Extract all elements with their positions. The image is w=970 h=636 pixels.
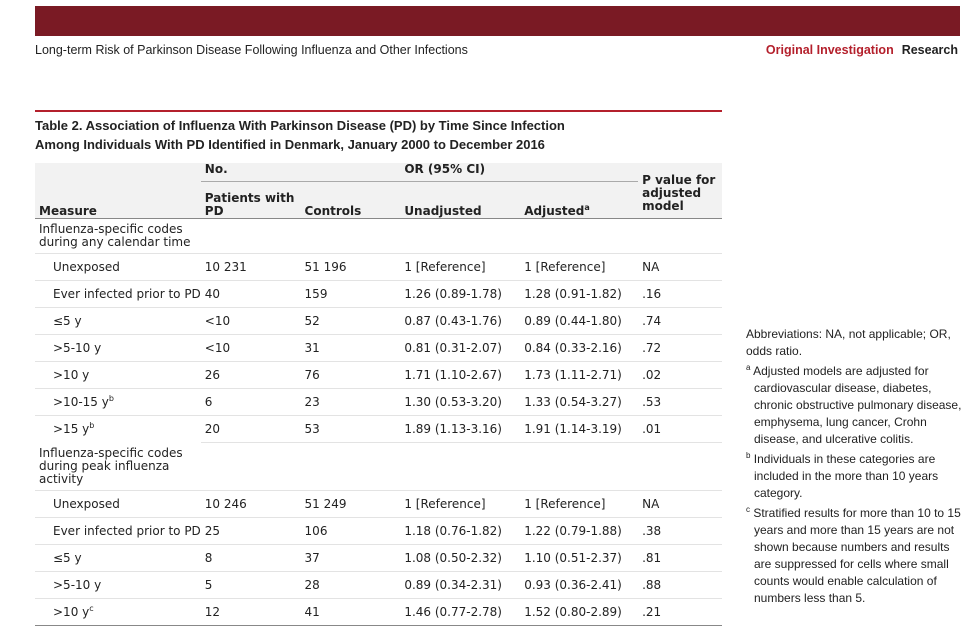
cell-unadjusted: 0.87 (0.43-1.76) (400, 308, 520, 335)
group-empty-cell (400, 443, 520, 491)
measure-label: ≤5 y (53, 314, 82, 328)
table-row (35, 544, 722, 571)
cell-adjusted: 0.89 (0.44-1.80) (520, 308, 638, 335)
cell-measure (35, 281, 201, 308)
section-label: Original Investigation (765, 43, 894, 57)
cell-p: .88 (638, 571, 722, 598)
cell-controls: 159 (301, 281, 401, 308)
cell-controls: 51 196 (301, 254, 401, 281)
table-body (35, 219, 722, 626)
cell-unadjusted: 1.08 (0.50-2.32) (400, 544, 520, 571)
header-adjusted-label: Adjusted (524, 204, 585, 218)
cell-controls: 31 (301, 335, 401, 362)
cell-measure (35, 389, 201, 416)
header-no: No. (201, 163, 401, 182)
cell-controls: 23 (301, 389, 401, 416)
cell-adjusted: 1.91 (1.14-3.19) (520, 416, 638, 443)
group-empty-cell (400, 219, 520, 254)
section-type: Research (901, 43, 958, 57)
group-empty-cell (201, 219, 301, 254)
measure-label: Ever infected prior to PD (53, 287, 201, 301)
header-patients: Patients with PD (201, 182, 301, 219)
table-title-line-2: Among Individuals With PD Identified in Denmark, January 2000 to December 2016 (35, 137, 545, 152)
cell-p: .01 (638, 416, 722, 443)
table-row (35, 254, 722, 281)
measure-label: Unexposed (53, 496, 120, 511)
group-empty-cell (638, 443, 722, 491)
cell-adjusted: 1.33 (0.54-3.27) (520, 389, 638, 416)
header-band (35, 6, 960, 36)
cell-unadjusted: 0.89 (0.34-2.31) (400, 571, 520, 598)
group-empty-cell (520, 219, 638, 254)
cell-adjusted: 1 [Reference] (520, 254, 638, 281)
table-row (35, 335, 722, 362)
group-empty-cell (301, 219, 401, 254)
group-empty-cell (301, 443, 401, 491)
cell-adjusted: 0.84 (0.33-2.16) (520, 335, 638, 362)
cell-unadjusted: 1.18 (0.76-1.82) (400, 517, 520, 544)
measure-label: >10 y (53, 604, 90, 619)
footnote-text: Stratified results for more than 10 to 15 years and more than 15 years are not shown because numbers and results are suppressed for cells where small counts would enable calculation of numbers less than 5. (753, 506, 961, 605)
cell-adjusted: 1 [Reference] (520, 490, 638, 517)
group-empty-cell (638, 219, 722, 254)
cell-measure (35, 598, 201, 625)
cell-controls: 76 (301, 362, 401, 389)
cell-unadjusted: 1.71 (1.10-2.67) (400, 362, 520, 389)
table-row (35, 362, 722, 389)
table-row (35, 281, 722, 308)
cell-p: .81 (638, 544, 722, 571)
cell-unadjusted: 1.26 (0.89-1.78) (400, 281, 520, 308)
table-title (35, 116, 722, 154)
cell-p: .53 (638, 389, 722, 416)
cell-measure (35, 416, 201, 443)
measure-label: Ever infected prior to PD (53, 523, 201, 538)
measure-footnote-mark: c (89, 603, 94, 613)
section-heading (766, 43, 958, 57)
cell-unadjusted: 1.89 (1.13-3.16) (400, 416, 520, 443)
table-row (35, 490, 722, 517)
cell-unadjusted: 1 [Reference] (400, 490, 520, 517)
cell-p: NA (638, 254, 722, 281)
cell-controls: 41 (301, 598, 401, 625)
footnote-mark: b (746, 451, 751, 460)
cell-patients: 10 246 (201, 490, 301, 517)
measure-label: >15 y (53, 422, 90, 437)
header-adjusted (520, 182, 638, 219)
cell-controls: 106 (301, 517, 401, 544)
cell-measure (35, 254, 201, 281)
cell-p: .02 (638, 362, 722, 389)
group-empty-cell (520, 443, 638, 491)
cell-p: .72 (638, 335, 722, 362)
measure-label: >10-15 y (53, 395, 109, 409)
header-controls: Controls (301, 182, 401, 219)
cell-adjusted: 1.52 (0.80-2.89) (520, 598, 638, 625)
cell-unadjusted: 1.46 (0.77-2.78) (400, 598, 520, 625)
cell-controls: 28 (301, 571, 401, 598)
footnote-mark: a (746, 363, 751, 372)
cell-patients: 8 (201, 544, 301, 571)
cell-p: NA (638, 490, 722, 517)
cell-measure (35, 571, 201, 598)
table-title-line-1: Table 2. Association of Influenza With Parkinson Disease (PD) by Time Since Infection (35, 118, 565, 133)
table-top-rule (35, 110, 722, 112)
cell-patients: <10 (201, 335, 301, 362)
measure-label: >10 y (53, 368, 90, 382)
cell-patients: 5 (201, 571, 301, 598)
cell-patients: 6 (201, 389, 301, 416)
measure-label: Unexposed (53, 260, 120, 274)
footnote (746, 363, 966, 448)
table-row (35, 571, 722, 598)
cell-adjusted: 1.73 (1.11-2.71) (520, 362, 638, 389)
cell-measure (35, 335, 201, 362)
table-row (35, 308, 722, 335)
cell-controls: 53 (301, 416, 401, 443)
footnote (746, 505, 966, 607)
cell-p: .21 (638, 598, 722, 625)
measure-label: ≤5 y (53, 550, 82, 565)
group-label: Influenza-specific codes during peak influenza activity (39, 445, 183, 486)
cell-adjusted: 0.93 (0.36-2.41) (520, 571, 638, 598)
header-spacer (35, 163, 201, 182)
table-row (35, 416, 722, 443)
cell-unadjusted: 0.81 (0.31-2.07) (400, 335, 520, 362)
group-label: Influenza-specific codes during any calendar time (39, 222, 191, 249)
header-measure: Measure (35, 182, 201, 219)
header-p-value-label: P value for adjusted model (642, 173, 716, 213)
group-empty-cell (201, 443, 301, 491)
header-or: OR (95% CI) (400, 163, 638, 182)
cell-adjusted: 1.10 (0.51-2.37) (520, 544, 638, 571)
abbreviations-note: Abbreviations: NA, not applicable; OR, odds ratio. (746, 327, 951, 358)
cell-adjusted: 1.28 (0.91-1.82) (520, 281, 638, 308)
footnote-text: Individuals in these categories are included in the more than 10 years category. (753, 452, 939, 500)
header-p-value (638, 163, 722, 219)
cell-adjusted: 1.22 (0.79-1.88) (520, 517, 638, 544)
cell-measure (35, 308, 201, 335)
cell-patients: 40 (201, 281, 301, 308)
table-notes (746, 326, 966, 610)
cell-p: .16 (638, 281, 722, 308)
measure-footnote-mark: b (108, 394, 114, 403)
cell-patients: 20 (201, 416, 301, 443)
running-title: Long-term Risk of Parkinson Disease Following Influenza and Other Infections (35, 43, 468, 57)
footnote (746, 451, 966, 502)
cell-patients: <10 (201, 308, 301, 335)
results-table (35, 163, 722, 626)
cell-measure (35, 517, 201, 544)
table-row (35, 517, 722, 544)
table-row (35, 389, 722, 416)
cell-patients: 26 (201, 362, 301, 389)
group-row (35, 443, 722, 491)
footnote-mark: c (746, 505, 750, 514)
cell-unadjusted: 1 [Reference] (400, 254, 520, 281)
cell-p: .74 (638, 308, 722, 335)
footnote-text: Adjusted models are adjusted for cardiovascular disease, diabetes, chronic obstructive pulmonary disease, emphysema, lung cancer, Crohn disease, and ulcerative colitis. (753, 364, 962, 446)
cell-patients: 10 231 (201, 254, 301, 281)
header-unadjusted: Unadjusted (400, 182, 520, 219)
table-row (35, 598, 722, 625)
cell-measure (35, 490, 201, 517)
measure-footnote-mark: b (89, 421, 95, 431)
cell-patients: 12 (201, 598, 301, 625)
footnotes (746, 363, 966, 607)
measure-label: >5-10 y (53, 341, 102, 355)
cell-unadjusted: 1.30 (0.53-3.20) (400, 389, 520, 416)
cell-patients: 25 (201, 517, 301, 544)
cell-controls: 52 (301, 308, 401, 335)
cell-measure (35, 544, 201, 571)
cell-controls: 51 249 (301, 490, 401, 517)
cell-controls: 37 (301, 544, 401, 571)
cell-p: .38 (638, 517, 722, 544)
measure-label: >5-10 y (53, 577, 102, 592)
cell-measure (35, 362, 201, 389)
header-adjusted-footnote: a (584, 203, 590, 212)
group-row (35, 219, 722, 254)
